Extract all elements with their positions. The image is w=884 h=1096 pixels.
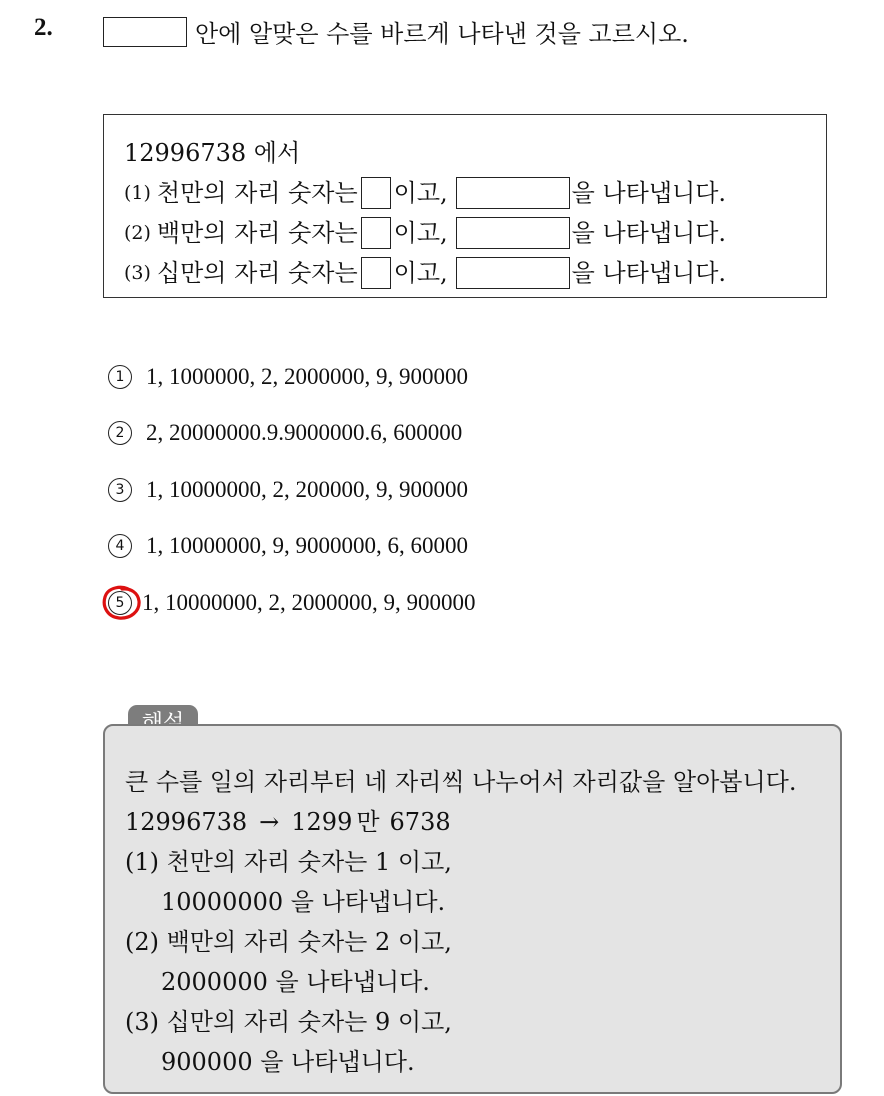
choice-1[interactable] — [108, 364, 468, 390]
value-blank-box — [456, 257, 570, 289]
choice-5[interactable] — [108, 590, 476, 616]
problem-row-3 — [124, 253, 826, 293]
solution-line: 큰 수를 일의 자리부터 네 자리씩 나누어서 자리값을 알아봅니다. — [125, 768, 797, 796]
question-prompt-line — [103, 14, 689, 49]
row-number: (2) — [124, 222, 151, 244]
prompt-blank-box — [103, 17, 187, 47]
row-number: (1) — [124, 182, 151, 204]
row-text: 천만의 자리 숫자는 — [156, 179, 358, 207]
solution-upper-part: 1299 — [291, 808, 353, 836]
choice-marker: 2 — [108, 421, 132, 445]
solution-line: (2) 백만의 자리 숫자는 2 이고, — [125, 928, 452, 956]
digit-blank-box — [361, 257, 391, 289]
row-text: 십만의 자리 숫자는 — [156, 259, 358, 287]
solution-line: (1) 천만의 자리 숫자는 1 이고, — [125, 848, 452, 876]
choice-text: 1, 1000000, 2, 2000000, 9, 900000 — [146, 364, 468, 389]
choice-marker: 1 — [108, 365, 132, 389]
solution-line: 2000000 을 나타냅니다. — [161, 968, 430, 996]
row-after-text: 을 나타냅니다. — [571, 179, 727, 207]
answer-mark-circle — [100, 584, 144, 624]
problem-box — [103, 114, 827, 298]
value-blank-box — [456, 177, 570, 209]
choice-marker: 5 — [108, 591, 132, 615]
row-mid-text: 이고, — [393, 179, 448, 207]
digit-blank-box — [361, 217, 391, 249]
value-blank-box — [456, 217, 570, 249]
solution-lower-part: 6738 — [389, 808, 451, 836]
solution-line: 10000000 을 나타냅니다. — [161, 888, 446, 916]
choice-text: 1, 10000000, 2, 2000000, 9, 900000 — [142, 590, 476, 615]
choice-3[interactable] — [108, 477, 468, 503]
row-after-text: 을 나타냅니다. — [571, 219, 727, 247]
choice-marker: 4 — [108, 534, 132, 558]
solution-number: 12996738 — [125, 808, 248, 836]
question-prompt: 안에 알맞은 수를 바르게 나타낸 것을 고르시오. — [195, 20, 689, 48]
row-mid-text: 이고, — [393, 219, 448, 247]
choice-4[interactable] — [108, 533, 468, 559]
choice-2[interactable] — [108, 420, 462, 446]
row-number: (3) — [124, 262, 151, 284]
problem-intro: 12996738 에서 — [124, 139, 301, 167]
row-text: 백만의 자리 숫자는 — [156, 219, 358, 247]
arrow-icon: → — [259, 808, 280, 836]
problem-row-1 — [124, 173, 826, 213]
solution-line: 900000 을 나타냅니다. — [161, 1048, 415, 1076]
question-number: 2. — [34, 14, 53, 41]
solution-line: (3) 십만의 자리 숫자는 9 이고, — [125, 1008, 452, 1036]
row-mid-text: 이고, — [393, 259, 448, 287]
row-after-text: 을 나타냅니다. — [571, 259, 727, 287]
problem-row-2 — [124, 213, 826, 253]
choice-marker: 3 — [108, 478, 132, 502]
choice-text: 2, 20000000.9.9000000.6, 600000 — [146, 420, 463, 445]
solution-decomposition — [125, 802, 840, 842]
solution-unit: 만 — [356, 808, 380, 836]
solution-box — [103, 724, 842, 1094]
choice-text: 1, 10000000, 9, 9000000, 6, 60000 — [146, 533, 468, 558]
choice-text: 1, 10000000, 2, 200000, 9, 900000 — [146, 477, 468, 502]
digit-blank-box — [361, 177, 391, 209]
